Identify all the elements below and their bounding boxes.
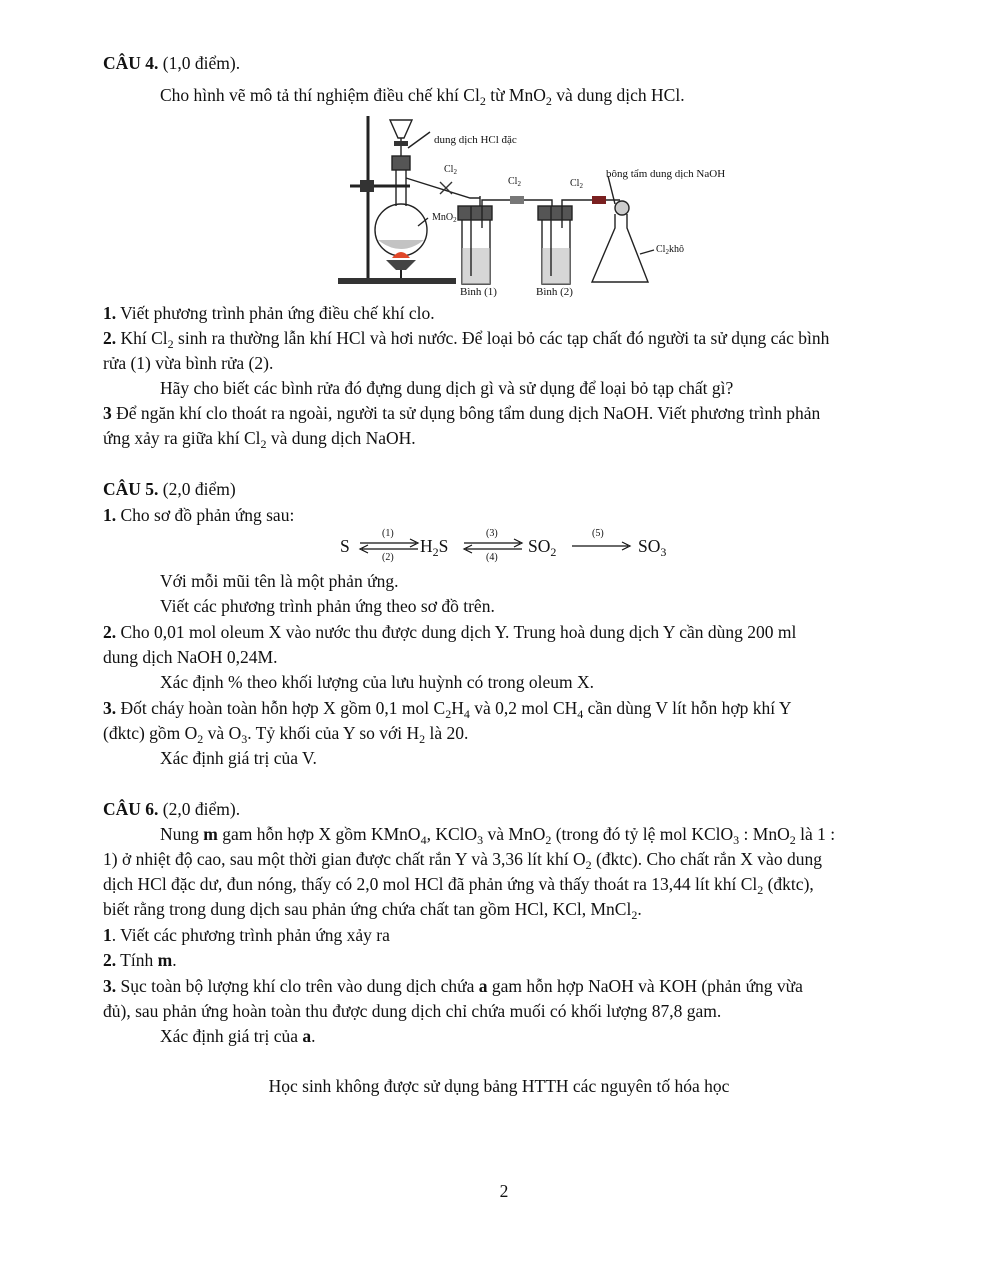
dry-cl2-label: $Cl_2khô$ (656, 244, 684, 256)
cl2-label-1: $Cl_2$ (444, 164, 457, 176)
scheme-so3: $SO_3$ (638, 536, 667, 559)
q4-part2-question: Hãy cho biết các bình rửa đó đựng dung dịch gì và sử dụng để loại bỏ tạp chất gì? (160, 378, 734, 398)
q5-part2-question: Xác định % theo khối lượng của lưu huỳnh có trong oleum X. (160, 672, 595, 692)
flask-2-label: Bình (2) (536, 286, 573, 298)
label-r4: (4) (486, 552, 498, 563)
label-r1: (1) (382, 528, 394, 539)
q6-line4: biết rằng trong dung dịch sau phản ứng chứa chất tan gồm HCl, KCl, MnCl$_2$. (103, 899, 642, 922)
q5-note1: Với mỗi mũi tên là một phản ứng. (160, 571, 399, 591)
q5-part1: 1. Cho sơ đồ phản ứng sau: (103, 505, 295, 525)
scheme-h2s: $H_2S$ (420, 536, 449, 559)
label-r2: (2) (382, 552, 394, 563)
q5-heading: CÂU 5. (2,0 điểm) (103, 479, 236, 499)
q4-part2-line2: rửa (1) vừa bình rửa (2). (103, 353, 274, 373)
scheme-so2: $SO_2$ (528, 536, 557, 559)
q5-part2-line2: dung dịch NaOH 0,24M. (103, 647, 278, 667)
q6-part2: 2. Tính m. (103, 950, 177, 970)
q4-part2-line1: 2. Khí $Cl_2$ sinh ra thường lẫn khí HCl và hơi nước. Để loại bỏ các tạp chất đó người ta sử dụng các bình (103, 328, 830, 351)
q6-part3-line2: đủ), sau phản ứng hoàn toàn thu được dung dịch chỉ chứa muối có khối lượng 87,8 gam. (103, 1001, 722, 1021)
q4-intro: Cho hình vẽ mô tả thí nghiệm điều chế khí $Cl_2$ từ MnO$_2$ và dung dịch HCl. (160, 85, 685, 108)
q6-line3: dịch HCl đặc dư, đun nóng, thấy có 2,0 mol HCl đã phản ứng và thấy thoát ra 13,44 lít khí $Cl_2$ (đktc), (103, 874, 814, 897)
label-r3: (3) (486, 528, 498, 539)
q6-part1: 1. Viết các phương trình phản ứng xảy ra (103, 925, 390, 945)
q5-part3-line2: (đktc) gồm $O_2$ và $O_3$. Tỷ khối của Y so với $H_2$ là 20. (103, 723, 469, 746)
q4-heading: CÂU 4. (1,0 điểm). (103, 53, 241, 73)
q6-line1: Nung m gam hỗn hợp X gồm KMnO$_4$, KClO$_3$ và MnO$_2$ (trong đó tỷ lệ mol KClO$_3$ : MnO$_2$ là 1 : (160, 824, 836, 847)
q5-part2-line1: 2. Cho 0,01 mol oleum X vào nước thu được dung dịch Y. Trung hoà dung dịch Y cần dùng 200 ml (103, 622, 797, 642)
q6-part3-question: Xác định giá trị của a. (160, 1026, 316, 1046)
q6-part3-line1: 3. Sục toàn bộ lượng khí clo trên vào dung dịch chứa a gam hỗn hợp NaOH và KOH (phản ứng vừa (103, 976, 803, 996)
q6-line2: 1) ở nhiệt độ cao, sau một thời gian được chất rắn Y và 3,36 lít khí $O_2$ (đktc). Cho chất rắn X vào dung (103, 849, 822, 872)
cl2-label-2: $Cl_2$ (508, 176, 521, 188)
cl2-label-3: $Cl_2$ (570, 178, 583, 190)
q4-part3-line2: ứng xảy ra giữa khí $Cl_2$ và dung dịch NaOH. (103, 428, 416, 451)
footer-note: Học sinh không được sử dụng bảng HTTH các nguyên tố hóa học (268, 1076, 730, 1096)
q5-part3-line1: 3. Đốt cháy hoàn toàn hỗn hợp X gồm 0,1 mol $C_2H_4$ và 0,2 mol $CH_4$ cần dùng V lít hỗn hợp khí Y (103, 698, 792, 721)
scheme-s: S (340, 536, 350, 556)
page-number: 2 (499, 1181, 509, 1201)
q5-part3-question: Xác định giá trị của V. (160, 748, 317, 768)
label-r5: (5) (592, 528, 604, 539)
hcl-label: dung dịch HCl đặc (434, 134, 517, 146)
mno2-label: MnO$_2$ (432, 212, 457, 224)
reaction-scheme (340, 528, 680, 566)
q6-heading: CÂU 6. (2,0 điểm). (103, 799, 241, 819)
q4-part1: 1. Viết phương trình phản ứng điều chế khí clo. (103, 303, 435, 323)
flask-1-label: Bình (1) (460, 286, 497, 298)
q5-note2: Viết các phương trình phản ứng theo sơ đồ trên. (160, 596, 495, 616)
figure-labels (330, 108, 760, 304)
naoh-cotton-label: bông tẩm dung dịch NaOH (606, 168, 726, 180)
q4-part3-line1: 3 Để ngăn khí clo thoát ra ngoài, người ta sử dụng bông tẩm dung dịch NaOH. Viết phương trình phản (103, 403, 821, 423)
